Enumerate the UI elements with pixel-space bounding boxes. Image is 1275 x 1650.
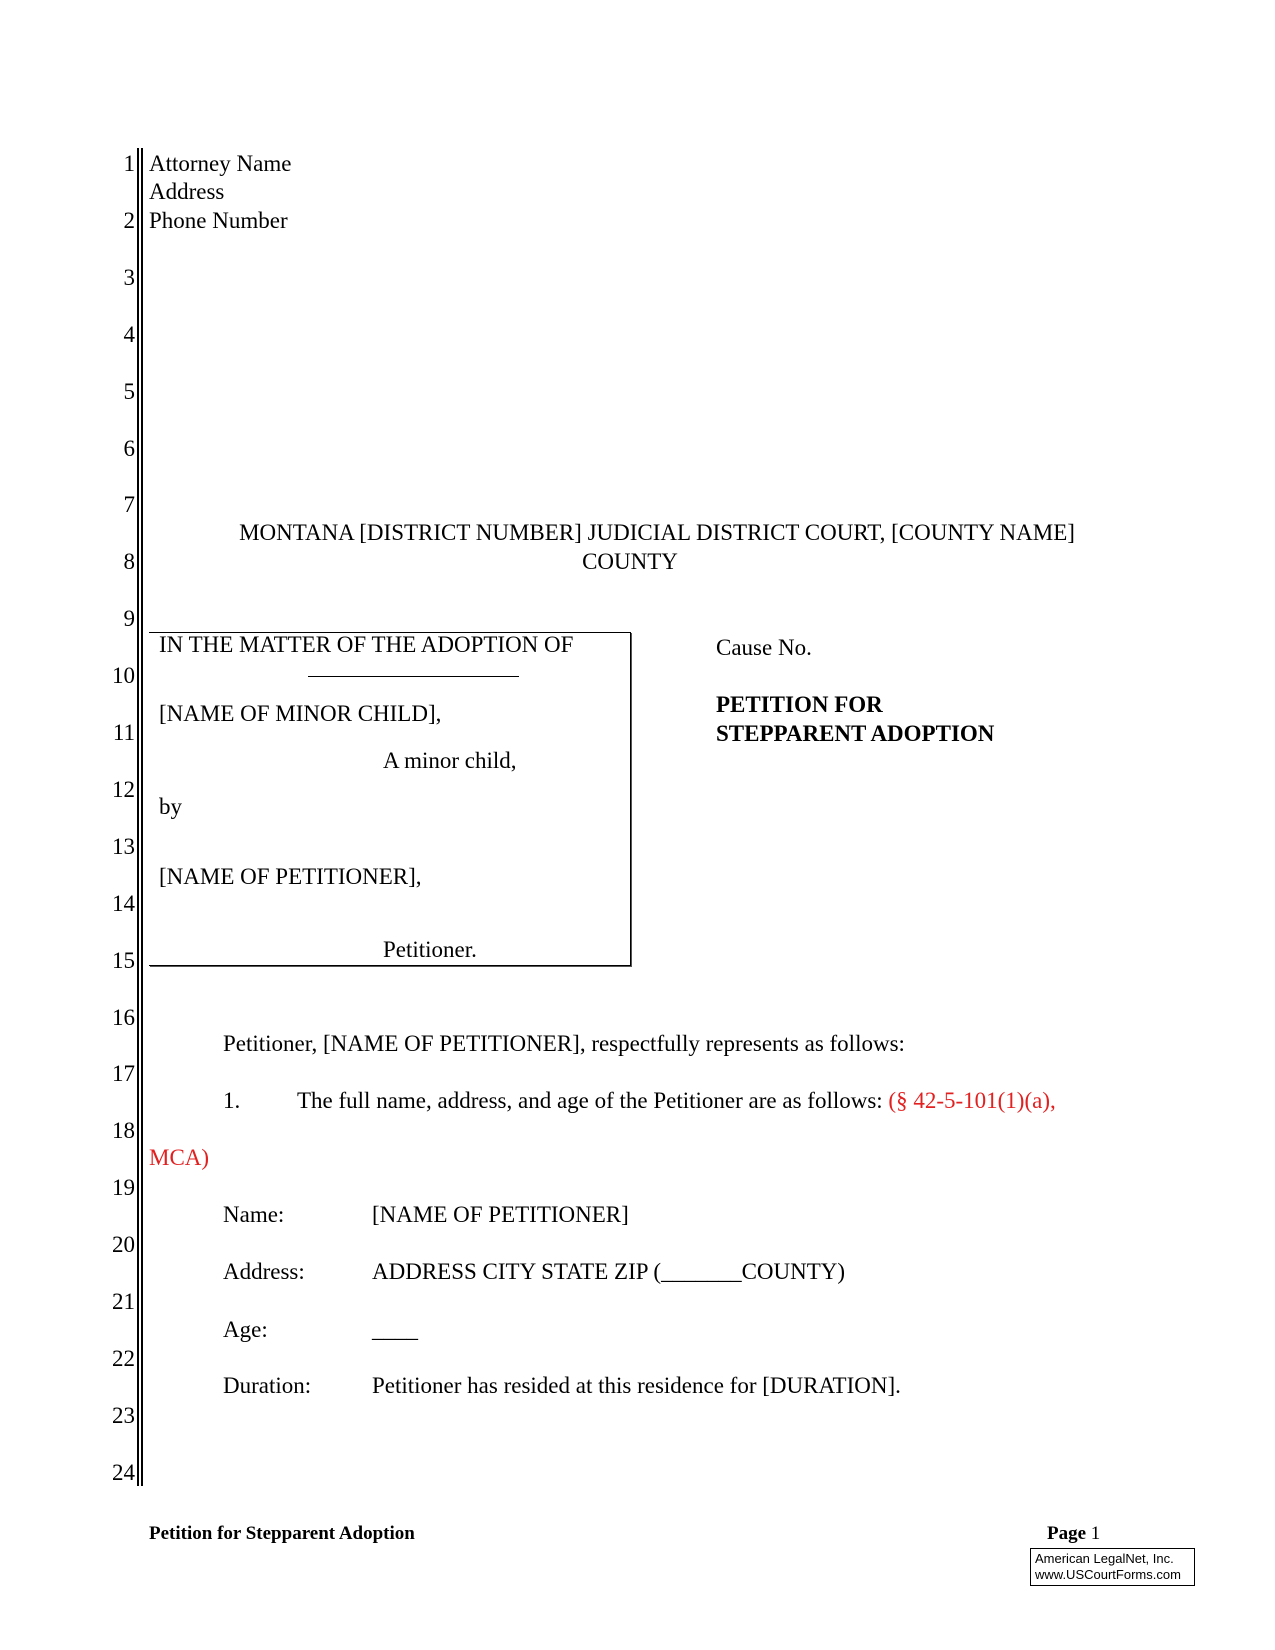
case-caption-box xyxy=(149,632,631,966)
field-value: Petitioner has resided at this residence for [DURATION]. xyxy=(372,1373,901,1398)
line-number: 24 xyxy=(112,1459,135,1485)
statute-citation: (§ 42-5-101(1)(a), xyxy=(888,1088,1056,1113)
item1-text xyxy=(297,1088,1056,1114)
line-number: 9 xyxy=(123,606,135,632)
line-number: 10 xyxy=(112,663,135,689)
line-number: 16 xyxy=(112,1004,135,1030)
line-number: 1 xyxy=(123,151,135,176)
field-label: Name: xyxy=(223,1202,285,1227)
caption-petitioner-name: [NAME OF PETITIONER], xyxy=(159,864,422,889)
line-number: 17 xyxy=(112,1061,135,1087)
credit-website: www.USCourtForms.com xyxy=(1035,1567,1181,1582)
page-number xyxy=(1047,1521,1100,1547)
line-number: 22 xyxy=(112,1345,135,1371)
court-heading-line2: COUNTY xyxy=(582,549,678,574)
line-number: 18 xyxy=(112,1118,135,1144)
line-number: 21 xyxy=(112,1289,135,1314)
line-number: 14 xyxy=(112,890,135,916)
page-number-value: 1 xyxy=(1090,1523,1101,1544)
attorney-address: Address xyxy=(149,179,225,204)
line-number: 19 xyxy=(112,1175,135,1201)
line-number: 2 xyxy=(123,207,135,233)
credit-company: American LegalNet, Inc. xyxy=(1035,1551,1174,1566)
cause-number: Cause No. xyxy=(716,635,812,660)
line-number: 13 xyxy=(112,833,135,859)
margin-rule-right xyxy=(141,148,143,1486)
line-number: 12 xyxy=(112,776,135,802)
caption-petitioner-label: Petitioner. xyxy=(383,937,477,962)
line-number: 4 xyxy=(123,321,135,347)
line-number: 8 xyxy=(123,549,135,575)
attorney-phone: Phone Number xyxy=(149,208,288,233)
field-value: ADDRESS CITY STATE ZIP (_______COUNTY) xyxy=(372,1259,846,1284)
field-label: Duration: xyxy=(223,1373,312,1398)
statute-citation-cont: MCA) xyxy=(149,1145,210,1170)
margin-rule-left xyxy=(137,148,139,1486)
line-number: 5 xyxy=(123,378,135,404)
footer-title: Petition for Stepparent Adoption xyxy=(149,1523,415,1544)
attorney-name: Attorney Name xyxy=(149,151,292,176)
publisher-credit-box xyxy=(1030,1548,1195,1586)
doc-title-line1: PETITION FOR xyxy=(716,692,883,717)
line-number: 20 xyxy=(112,1232,135,1258)
caption-child-name: [NAME OF MINOR CHILD], xyxy=(159,701,442,726)
field-value: [NAME OF PETITIONER] xyxy=(372,1202,629,1227)
field-value: ____ xyxy=(372,1317,418,1342)
doc-title-line2: STEPPARENT ADOPTION xyxy=(716,721,995,746)
field-label: Age: xyxy=(223,1317,268,1342)
caption-blank-line xyxy=(308,676,519,677)
line-number: 11 xyxy=(112,720,135,745)
item1-number: 1. xyxy=(223,1088,241,1113)
line-number: 7 xyxy=(123,492,135,518)
caption-by: by xyxy=(159,794,182,819)
court-heading-line1: MONTANA [DISTRICT NUMBER] JUDICIAL DISTRICT COURT, [COUNTY NAME] xyxy=(239,520,1075,545)
line-number: 15 xyxy=(112,947,135,973)
caption-matter: IN THE MATTER OF THE ADOPTION OF xyxy=(159,632,574,657)
line-number: 23 xyxy=(112,1402,135,1428)
intro-paragraph: Petitioner, [NAME OF PETITIONER], respectfully represents as follows: xyxy=(223,1031,905,1056)
item1-body: The full name, address, and age of the Petitioner are as follows: xyxy=(297,1088,883,1113)
line-number: 3 xyxy=(123,264,135,290)
page-label: Page xyxy=(1047,1523,1087,1544)
caption-minor-label: A minor child, xyxy=(383,748,517,773)
field-label: Address: xyxy=(223,1259,305,1284)
line-number: 6 xyxy=(123,435,135,461)
